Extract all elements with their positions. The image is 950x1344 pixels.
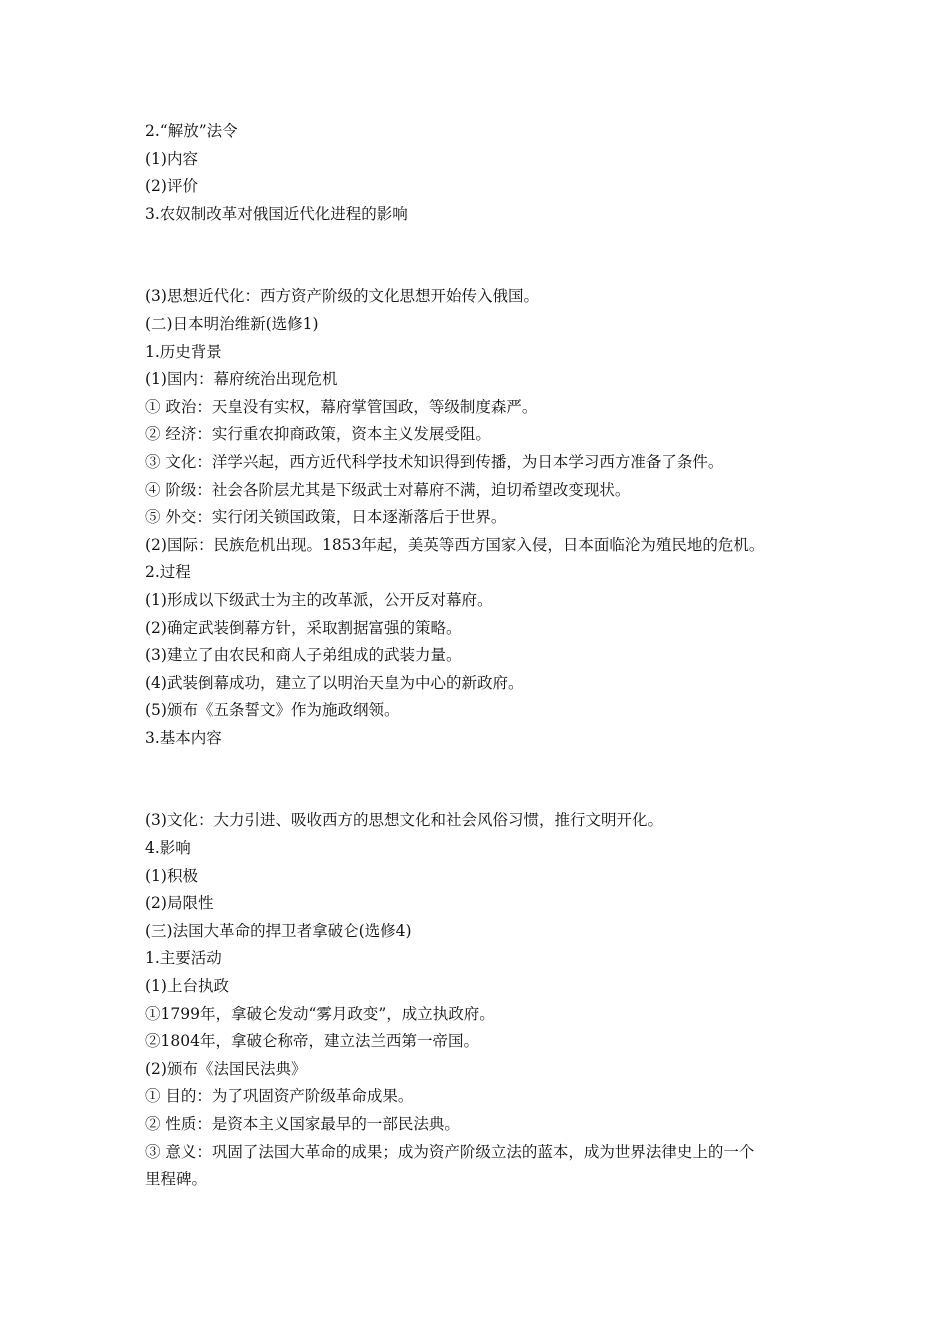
heading-historical-background: 1.历史背景	[145, 342, 222, 361]
document-body	[145, 118, 810, 1194]
item-culture: ③ 文化：洋学兴起，西方近代科学技术知识得到传播，为日本学习西方准备了条件。	[145, 452, 724, 471]
item-purpose: ① 目的：为了巩固资产阶级革命成果。	[145, 1087, 414, 1106]
heading-influence: 4.影响	[145, 839, 191, 858]
item-civil-code: (2)颁布《法国民法典》	[145, 1059, 307, 1078]
item-1804: ②1804年，拿破仑称帝，建立法兰西第一帝国。	[145, 1032, 479, 1051]
heading-impact-modernization: 3.农奴制改革对俄国近代化进程的影响	[145, 204, 408, 223]
item-thought-modernization: (3)思想近代化：西方资产阶级的文化思想开始传入俄国。	[145, 287, 539, 306]
blank-gap	[145, 228, 810, 283]
heading-basic-content: 3.基本内容	[145, 728, 222, 747]
item-class: ④ 阶级：社会各阶层尤其是下级武士对幕府不满，迫切希望改变现状。	[145, 480, 631, 499]
item-content: (1)内容	[145, 149, 198, 168]
item-limitations: (2)局限性	[145, 894, 214, 913]
item-significance-cont: 里程碑。	[145, 1170, 208, 1189]
section-napoleon	[145, 807, 810, 1193]
section-russia-reform	[145, 118, 810, 228]
item-diplomacy: ⑤ 外交：实行闭关锁国政策，日本逐渐落后于世界。	[145, 508, 507, 527]
heading-napoleon: (三)法国大革命的捍卫者拿破仑(选修4)	[145, 921, 412, 940]
heading-meiji-restoration: (二)日本明治维新(选修1)	[145, 314, 319, 333]
item-nature: ② 性质：是资本主义国家最早的一部民法典。	[145, 1115, 460, 1133]
item-economy: ② 经济：实行重农抑商政策，资本主义发展受阻。	[145, 425, 491, 444]
heading-main-activities: 1.主要活动	[145, 949, 222, 968]
item-take-power: (1)上台执政	[145, 977, 229, 996]
item-1799: ①1799年，拿破仑发动“雾月政变”，成立执政府。	[145, 1004, 495, 1023]
item-process-1: (1)形成以下级武士为主的改革派，公开反对幕府。	[145, 590, 493, 609]
item-evaluation: (2)评价	[145, 177, 198, 196]
item-culture-reform: (3)文化：大力引进、吸收西方的思想文化和社会风俗习惯，推行文明开化。	[145, 811, 663, 830]
item-positive: (1)积极	[145, 866, 198, 885]
item-process-2: (2)确定武装倒幕方针，采取割据富强的策略。	[145, 618, 462, 637]
item-international: (2)国际：民族危机出现。1853年起，美英等西方国家入侵，日本面临沦为殖民地的危机。	[145, 535, 765, 554]
item-process-4: (4)武装倒幕成功，建立了以明治天皇为中心的新政府。	[145, 673, 524, 692]
item-process-5: (5)颁布《五条誓文》作为施政纲领。	[145, 701, 400, 720]
heading-emancipation-decree: 2.“解放”法令	[145, 122, 238, 140]
item-significance: ③ 意义：巩固了法国大革命的成果；成为资产阶级立法的蓝本，成为世界法律史上的一个	[145, 1142, 755, 1161]
section-meiji-restoration	[145, 283, 810, 752]
item-domestic: (1)国内：幕府统治出现危机	[145, 370, 338, 389]
heading-process: 2.过程	[145, 563, 191, 582]
blank-gap	[145, 752, 810, 807]
item-process-3: (3)建立了由农民和商人子弟组成的武装力量。	[145, 646, 462, 665]
item-politics: ① 政治：天皇没有实权，幕府掌管国政，等级制度森严。	[145, 397, 538, 416]
